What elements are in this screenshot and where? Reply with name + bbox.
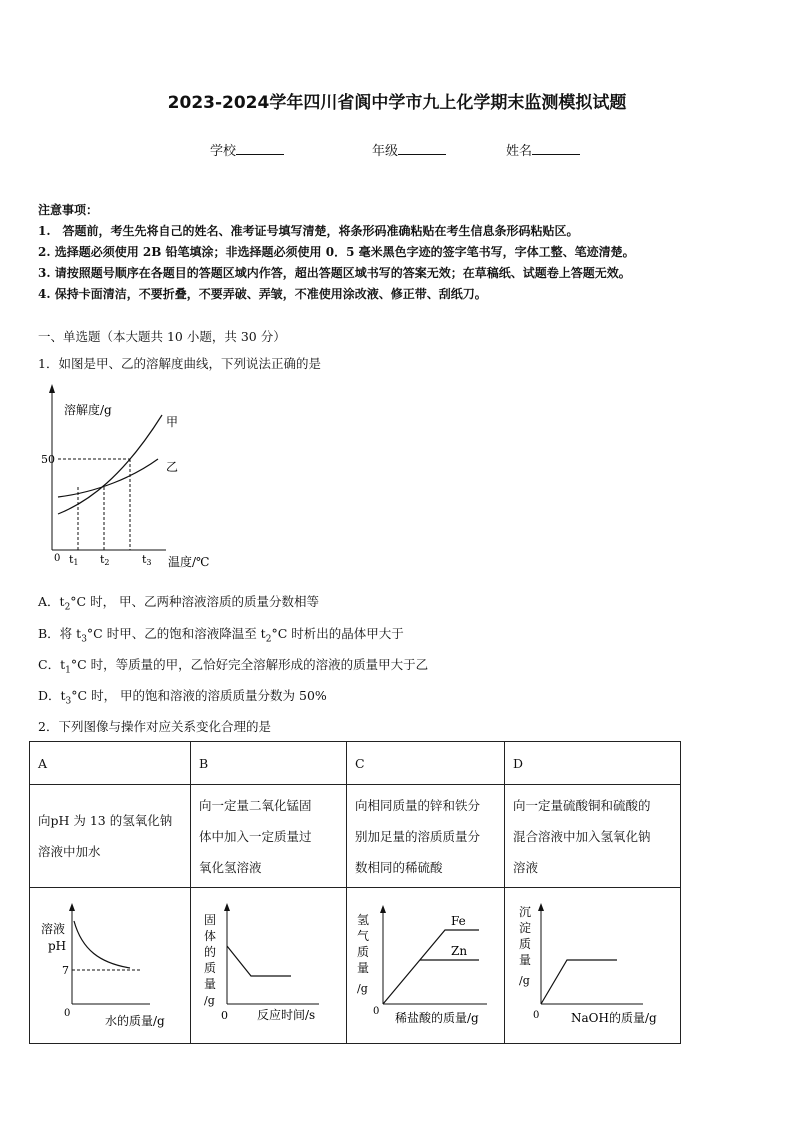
- graph-c-xlabel: 稀盐酸的质量/g: [395, 1011, 479, 1025]
- name-field[interactable]: [506, 140, 580, 159]
- note-item: 4. 保持卡面清洁，不要折叠，不要弄破、弄皱，不准使用涂改液、修正带、刮纸刀。: [38, 287, 487, 301]
- graph-c-ylabel: 氢: [357, 913, 370, 927]
- question-1-stem: 1．如图是甲、乙的溶解度曲线，下列说法正确的是: [38, 356, 321, 371]
- graph-d: [505, 888, 680, 1040]
- graph-b-origin: 0: [221, 1009, 228, 1022]
- x-tick-t1: t1: [69, 553, 79, 567]
- graph-b-ylabel: 固: [204, 913, 217, 927]
- school-label: 学校: [210, 144, 237, 159]
- q1-option-d[interactable]: D．$t_3^\circ C$ 时， 甲的饱和溶液的溶质质量分数为 50%: [38, 688, 327, 707]
- graph-b-curve: [227, 946, 291, 976]
- graph-a-tick-7: 7: [62, 964, 69, 977]
- graph-d-cell: [505, 888, 681, 1044]
- graph-b-ylabel: /g: [204, 994, 215, 1007]
- y-axis-arrow: [49, 384, 55, 393]
- curve-jia: [58, 415, 162, 514]
- q1-option-a[interactable]: A．$t_2^\circ C$ 时， 甲、乙两种溶液溶质的质量分数相等: [38, 594, 320, 613]
- graph-c-cell: [347, 888, 505, 1044]
- graph-c-zn-label: Zn: [451, 944, 468, 958]
- question-2-stem: 2．下列图像与操作对应关系变化合理的是: [38, 719, 271, 734]
- graph-c-ylabel: 量: [357, 961, 370, 975]
- graph-b: [191, 888, 346, 1040]
- solubility-chart: [38, 382, 238, 574]
- graph-a-curve: [74, 921, 130, 968]
- note-item: 2. 选择题必须使用 2B 铅笔填涂；非选择题必须使用 0．5 毫米黑色字迹的签字笔书写，字体工整、笔迹清楚。: [38, 245, 635, 259]
- school-field[interactable]: [210, 140, 284, 159]
- header-d[interactable]: D: [505, 742, 681, 785]
- graph-d-ylabel: 质: [519, 937, 532, 951]
- graph-d-ylabel: /g: [519, 974, 530, 987]
- curve-yi: [58, 459, 158, 497]
- graph-d-ylabel: 淀: [519, 921, 532, 935]
- grade-field[interactable]: [372, 140, 446, 159]
- x-tick-t2: t2: [100, 553, 110, 567]
- graph-c-y-arrow: [380, 905, 386, 913]
- series-label-jia: 甲: [166, 415, 179, 429]
- graph-a-ylabel-1: 溶液: [41, 922, 66, 936]
- graph-b-y-arrow: [224, 903, 230, 911]
- note-item: 3. 请按照题号顺序在各题目的答题区域内作答，超出答题区域书写的答案无效；在草稿纸、试题卷上答题无效。: [38, 266, 631, 280]
- graph-d-curve: [541, 960, 617, 1004]
- desc-d: 向一定量硫酸铜和硫酸的 混合溶液中加入氢氧化钠 溶液: [505, 785, 681, 888]
- series-label-yi: 乙: [166, 460, 179, 474]
- graph-c: [347, 888, 504, 1040]
- graph-d-ylabel: 沉: [519, 905, 532, 919]
- y-tick-50: 50: [41, 453, 55, 466]
- graph-d-xlabel: NaOH的质量/g: [571, 1011, 657, 1025]
- graph-b-cell: [191, 888, 347, 1044]
- y-axis-label: 溶解度/g: [64, 403, 112, 417]
- q1-option-c[interactable]: C．$t_1^\circ C$ 时，等质量的甲，乙恰好完全溶解形成的溶液的质量甲大于乙: [38, 657, 429, 676]
- graph-b-ylabel: 质: [204, 961, 217, 975]
- graph-c-ylabel: 质: [357, 945, 370, 959]
- graph-c-fe-line: [383, 930, 479, 1004]
- desc-b: 向一定量二氧化锰固 体中加入一定质量过 氧化氢溶液: [191, 785, 347, 888]
- notes-heading: 注意事项：: [38, 203, 99, 217]
- graph-a-xlabel: 水的质量/g: [105, 1014, 165, 1028]
- x-axis-label: 温度/℃: [168, 555, 210, 569]
- graph-c-ylabel: /g: [357, 982, 368, 995]
- graph-d-y-arrow: [538, 903, 544, 911]
- x-tick-t3: t3: [142, 553, 152, 567]
- desc-c: 向相同质量的锌和铁分 别加足量的溶质质量分 数相同的稀硫酸: [347, 785, 505, 888]
- grade-label: 年级: [372, 144, 399, 159]
- graph-a-y-arrow: [69, 903, 75, 911]
- graph-a-cell: [30, 888, 191, 1044]
- graph-a-origin: 0: [64, 1008, 71, 1019]
- desc-a: 向pH 为 13 的氢氧化钠 溶液中加水: [30, 785, 191, 888]
- q1-option-b[interactable]: B．将 $t_3^\circ C$ 时甲、乙的饱和溶液降温至 $t_2^\circ C$ 时析出的晶体甲大于: [38, 626, 404, 645]
- graph-b-xlabel: 反应时间/s: [257, 1008, 316, 1022]
- name-label: 姓名: [506, 144, 533, 159]
- graph-d-origin: 0: [533, 1010, 540, 1021]
- header-c[interactable]: C: [347, 742, 505, 785]
- graph-c-origin: 0: [373, 1006, 380, 1017]
- note-item: 1. 答题前，考生先将自己的姓名、准考证号填写清楚，将条形码准确粘贴在考生信息条形码粘贴区。: [38, 224, 579, 238]
- graph-b-ylabel: 量: [204, 977, 217, 991]
- section-heading: 一、单选题（本大题共 10 小题，共 30 分）: [38, 329, 286, 344]
- graph-a-ylabel-2: pH: [48, 939, 67, 953]
- header-b[interactable]: B: [191, 742, 347, 785]
- graph-c-fe-label: Fe: [451, 914, 466, 928]
- graph-d-ylabel: 量: [519, 953, 532, 967]
- q2-options-table: [29, 741, 681, 1044]
- graph-b-ylabel: 体: [204, 929, 217, 943]
- header-a[interactable]: A: [30, 742, 191, 785]
- graph-c-ylabel: 气: [357, 929, 370, 943]
- graph-a: [30, 888, 190, 1040]
- page-title: 2023-2024学年四川省阆中学市九上化学期末监测模拟试题: [167, 93, 627, 113]
- graph-b-ylabel: 的: [204, 945, 217, 959]
- notes-block: [38, 200, 635, 305]
- origin-label: 0: [54, 553, 61, 564]
